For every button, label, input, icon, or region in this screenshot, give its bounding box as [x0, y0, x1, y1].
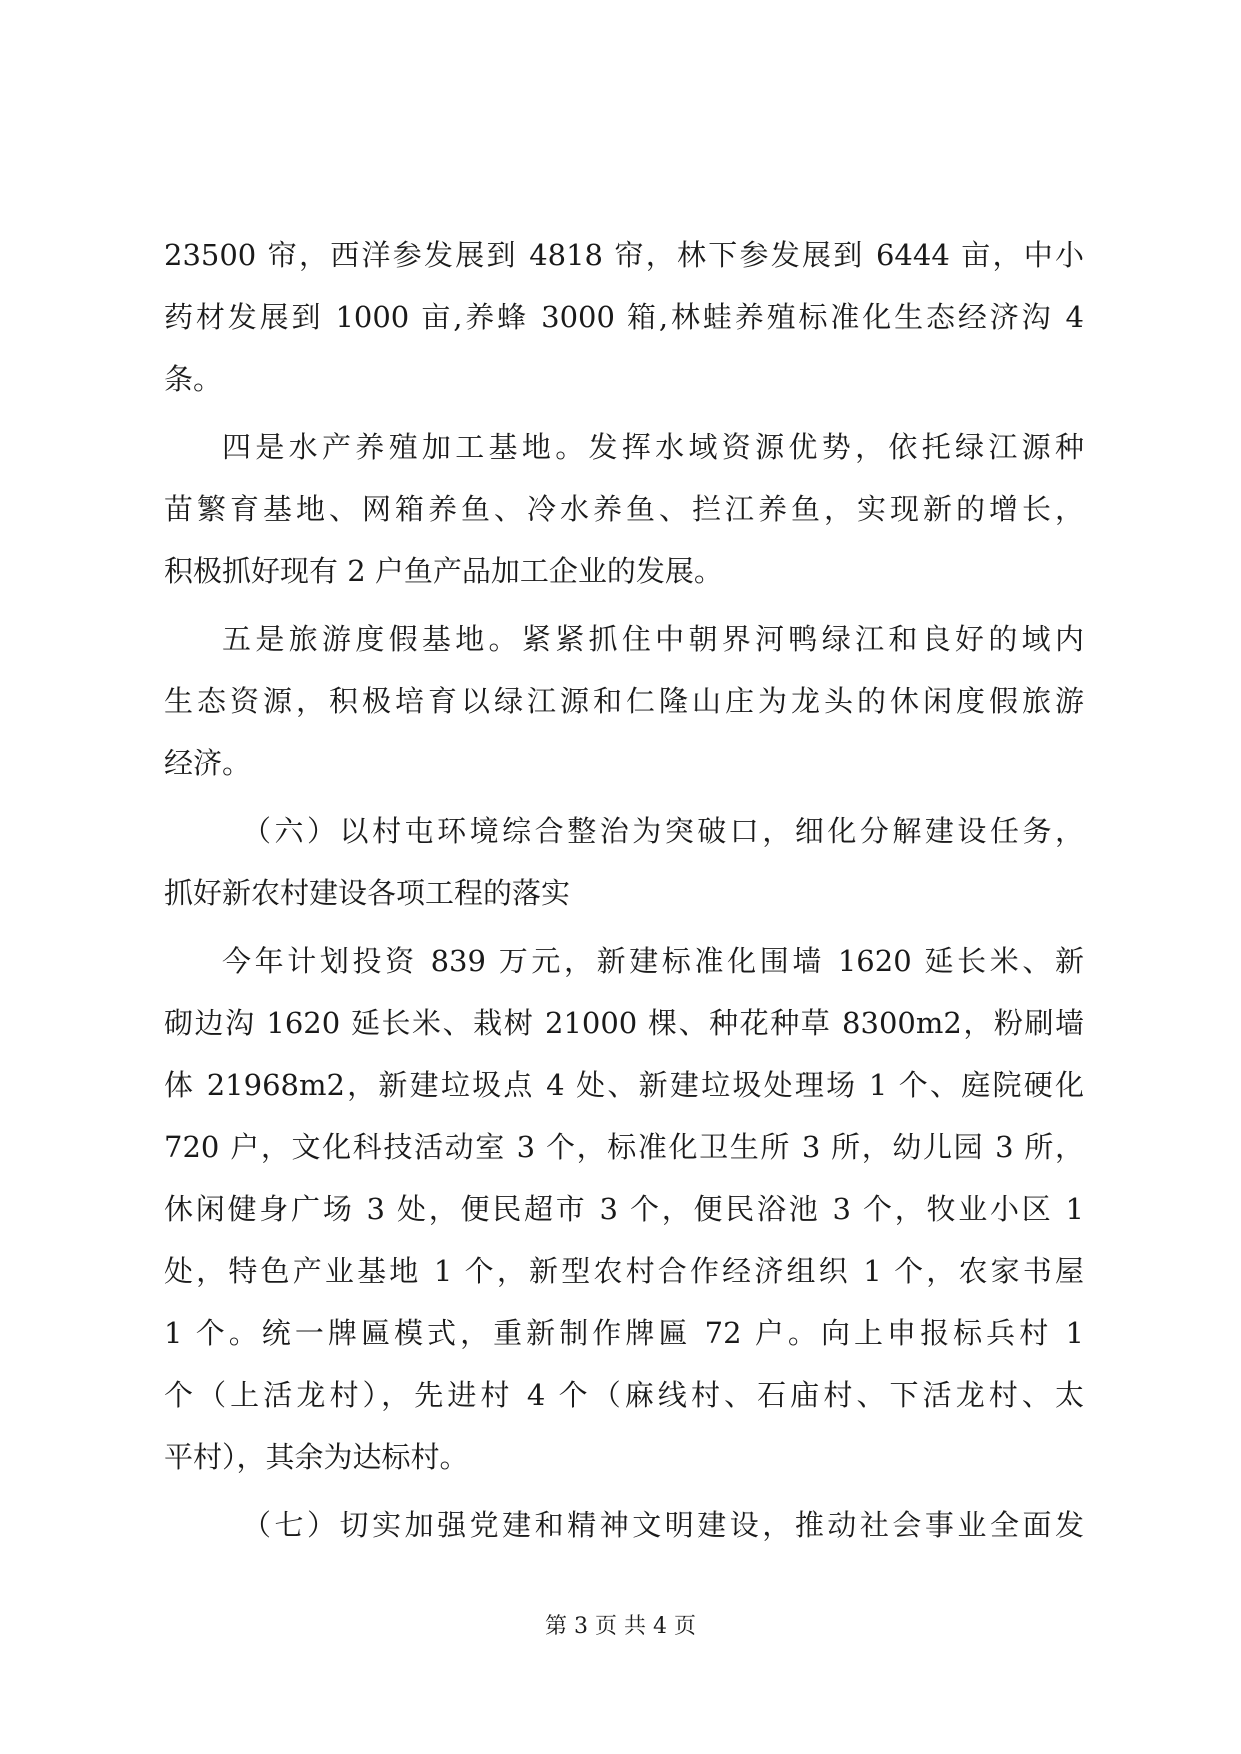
text-line: 处，特色产业基地 1 个，新型农村合作经济组织 1 个，农家书屋: [164, 1254, 1084, 1288]
text-line: （七）切实加强党建和精神文明建设，推动社会事业全面发: [242, 1508, 1084, 1542]
text-line: 五是旅游度假基地。紧紧抓住中朝界河鸭绿江和良好的域内: [222, 622, 1084, 656]
text-line: 苗繁育基地、网箱养鱼、冷水养鱼、拦江养鱼，实现新的增长，: [164, 492, 1084, 526]
document-body: [164, 224, 1084, 1556]
paragraph-investment-plan: [164, 930, 1084, 1488]
text-line: 720 户，文化科技活动室 3 个，标准化卫生所 3 所，幼儿园 3 所，: [164, 1130, 1084, 1164]
section-heading-six: [164, 800, 1084, 924]
paragraph-tourism-base: [164, 608, 1084, 794]
text-line: 砌边沟 1620 延长米、栽树 21000 棵、种花种草 8300m2，粉刷墙: [164, 1006, 1084, 1040]
text-line: 药材发展到 1000 亩,养蜂 3000 箱,林蛙养殖标准化生态经济沟 4: [164, 300, 1084, 334]
text-line: 今年计划投资 839 万元，新建标准化围墙 1620 延长米、新: [222, 944, 1084, 978]
text-line: 条。: [164, 362, 223, 396]
text-line: 积极抓好现有 2 户鱼产品加工企业的发展。: [164, 554, 723, 588]
text-line: 23500 帘，西洋参发展到 4818 帘，林下参发展到 6444 亩，中小: [164, 238, 1084, 272]
text-line: 个（上活龙村），先进村 4 个（麻线村、石庙村、下活龙村、太: [164, 1378, 1084, 1412]
section-heading-seven: [164, 1494, 1084, 1556]
page-number-footer: 第 3 页 共 4 页: [545, 1614, 696, 1639]
text-line: 生态资源，积极培育以绿江源和仁隆山庄为龙头的休闲度假旅游: [164, 684, 1084, 718]
text-line: 休闲健身广场 3 处，便民超市 3 个，便民浴池 3 个，牧业小区 1: [164, 1192, 1084, 1226]
text-line: 1 个。统一牌匾模式，重新制作牌匾 72 户。向上申报标兵村 1: [164, 1316, 1084, 1350]
text-line: （六）以村屯环境综合整治为突破口，细化分解建设任务，: [242, 814, 1084, 848]
text-line: 四是水产养殖加工基地。发挥水域资源优势，依托绿江源种: [222, 430, 1084, 464]
text-line: 体 21968m2，新建垃圾点 4 处、新建垃圾处理场 1 个、庭院硬化: [164, 1068, 1084, 1102]
text-line: 平村），其余为达标村。: [164, 1440, 469, 1474]
text-line: 经济。: [164, 746, 252, 780]
text-line: 抓好新农村建设各项工程的落实: [164, 876, 571, 910]
paragraph-aquaculture-base: [164, 416, 1084, 602]
paragraph-herb-stats: [164, 224, 1084, 410]
